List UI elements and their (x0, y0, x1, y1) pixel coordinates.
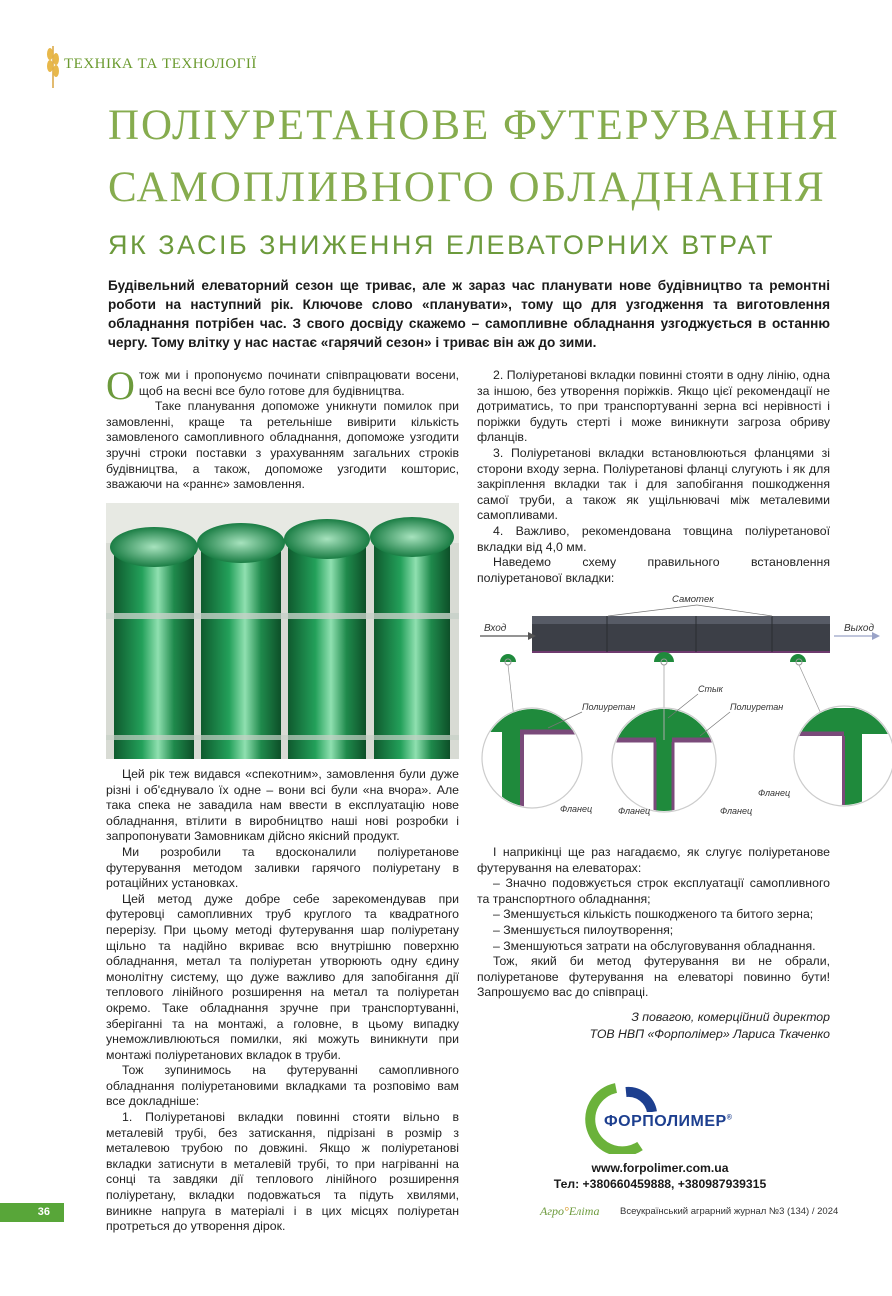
list-item: – Зменшується кількість пошкодженого та битого зерна; (493, 907, 814, 922)
brand-part-a: Агро (540, 1204, 565, 1218)
lead-paragraph: Будівельний елеваторний сезон ще триває, але ж зараз час планувати нове будівництво та ремонтні роботи на наступний рік. Ключове слово «планувати», тому що для узгодження та виготовлення обладнання потрібен час. З свого досвіду скажемо – самопливне обладнання узгоджується в останню чергу. Тому влітку у нас настає «гарячий сезон» і триває він аж до зими. (108, 278, 830, 350)
logo-mark: ® (726, 1114, 733, 1122)
signature (540, 1009, 830, 1043)
paragraph: Цей метод дуже добре себе зарекомендував при футеровці самопливних труб круглого та квадратного перерізу. При цьому методі футерування шар поліуретану щільно та надійно вкриває всю внутрішню поверхню обладнання, метал та поліуретан утворюють одну єдину монолітну систему, що дуже важливо для запобігання дії теплового лінійного розширення на метал та поліуретан окремо. Таке обладнання зручне при транспортуванні, зберіганні та на монтажі, а головне, в цьому випадку унеможливлюються помилки, які можуть виникнути при монтажі поліуретанових вкладок в труби. (106, 891, 459, 1062)
paragraph: Цей рік теж видався «спекотним», замовлення були дуже різні і об'єднувало їх одне – вони всі були «на вчора». Але така спека не завадила нам ввести в експлуатацію нове обладнання, втілити в виробництво наші нові розробки і запропонувати Замовникам дійсно якісний продукт. (106, 767, 459, 844)
drop-cap: О (106, 363, 135, 408)
contact-block (520, 1160, 800, 1192)
signature-line1: З повагою, комерційний директор (631, 1010, 830, 1024)
journal-info: Всеукраїнський аграрний журнал №3 (134) / 2024 (620, 1206, 839, 1217)
wheat-icon (44, 42, 62, 90)
website-link[interactable]: www.forpolimer.com.ua (591, 1161, 729, 1175)
list-item: – Зменшуються затрати на обслуговування обладнання. (493, 938, 816, 953)
paragraph: І наприкінці ще раз нагадаємо, як слугує поліуретанове футерування на елеваторах: (477, 845, 830, 875)
left-column-top (106, 363, 459, 493)
flange-label-1: Фланец (560, 804, 593, 814)
left-column-bottom (106, 767, 459, 1235)
signature-line2: ТОВ НВП «Форполімер» Лариса Ткаченко (589, 1027, 830, 1041)
polyurethane-label-left: Полиуретан (582, 702, 636, 712)
outlet-label: Выход (844, 623, 875, 634)
list-item: – Зменшується пилоутворення; (493, 922, 674, 937)
flange-label-2: Фланец (618, 806, 651, 816)
flange-label-4: Фланец (758, 788, 791, 798)
paragraph: Ми розробили та вдосконалили поліуретанове футерування методом заливки гарячого поліуретану в ротаційних установках. (106, 844, 459, 891)
list-item: – Значно подовжується строк експлуатації самопливного та транспортного обладнання; (477, 876, 830, 906)
joint-label: Стык (698, 684, 723, 694)
paragraph: 2. Поліуретанові вкладки повинні стояти в одну лінію, одна за іншою, без утворення поріжків. Якщо цієї рекомендації не дотриматись, то при транспортуванні зерна всі нерівності і поріжки будуть стерті і може виникнути загроза обриву фланців. (477, 368, 830, 445)
brand-part-b: Еліта (568, 1204, 600, 1218)
intro-text: тож ми і пропонуємо починати співпрацювати восени, щоб на весні все було готове для будівництва. (138, 368, 459, 398)
article-subtitle: ЯК ЗАСІБ ЗНИЖЕННЯ ЕЛЕВАТОРНИХ ВТРАТ (108, 230, 776, 260)
paragraph: 3. Поліуретанові вкладки встановлюються фланцями зі сторони входу зерна. Поліуретанові фланці слугують і як для закріплення вкладки так і для запобігання пошкодження самої труби, а також як ущільнювачі між металевими самопливами. (477, 445, 830, 523)
magazine-brand: Агро°Еліта (540, 1204, 600, 1218)
section-label: ТЕХНІКА ТА ТЕХНОЛОГІЇ (64, 56, 257, 72)
article-title-line2: САМОПЛИВНОГО ОБЛАДНАННЯ (108, 164, 826, 211)
logo-text: ФОРПОЛИМЕР (604, 1113, 727, 1130)
paragraph: 4. Важливо, рекомендована товщина поліуретанової вкладки від 4,0 мм. (477, 523, 830, 554)
page-number: 36 (0, 1203, 64, 1222)
paragraph: Наведемо схему правильного встановлення поліуретанової вкладки: (477, 555, 830, 585)
paragraph: 1. Поліуретанові вкладки повинні стояти вільно в металевій трубі, без затискання, підрізані в розмір з металевою трубою по довжині. Якщо ж поліуретанові вкладки затиснути в металевій трубі, то при нагріванні на сонці та завдяки дії теплового лінійного розширення поліуретану, вкладки подовжаться та підуть хвилями, виникне напруга в матеріалі і в цих місцях поліуретан протреться до утворення дірок. (106, 1110, 459, 1234)
pipe-label: Самотек (672, 594, 714, 605)
right-column-bottom (477, 845, 830, 1001)
phone-numbers: Тел: +380660459888, +380987939315 (553, 1177, 767, 1191)
lined-pipes-photo (106, 503, 459, 759)
flange-label-3: Фланец (720, 806, 753, 816)
paragraph: Тож, який би метод футерування ви не обрали, поліуретанове футерування на елеваторі повинно бути! Запрошуємо вас до співпраці. (477, 954, 830, 1000)
right-column-top (477, 368, 830, 586)
polyurethane-label-right: Полиуретан (730, 702, 784, 712)
inlet-label: Вход (484, 623, 507, 634)
paragraph: Таке планування допоможе уникнути помилок при замовленні, краще та ретельніше вивірити кількість замовленого самопливного обладнання, допоможе узгодити зручні строки поставки з урахуванням загальних строків будівництва, а також, допоможе узгодити кошторис, зважаючи на «раннє» замовлення. (106, 399, 459, 492)
paragraph: Тож зупинимось на футеруванні самопливного обладнання поліуретановими вкладками та розповімо вам все докладніше: (106, 1063, 459, 1109)
forpolimer-logo (582, 1082, 733, 1154)
installation-diagram (472, 588, 892, 820)
article-title-line1: ПОЛІУРЕТАНОВЕ ФУТЕРУВАННЯ (108, 102, 840, 149)
